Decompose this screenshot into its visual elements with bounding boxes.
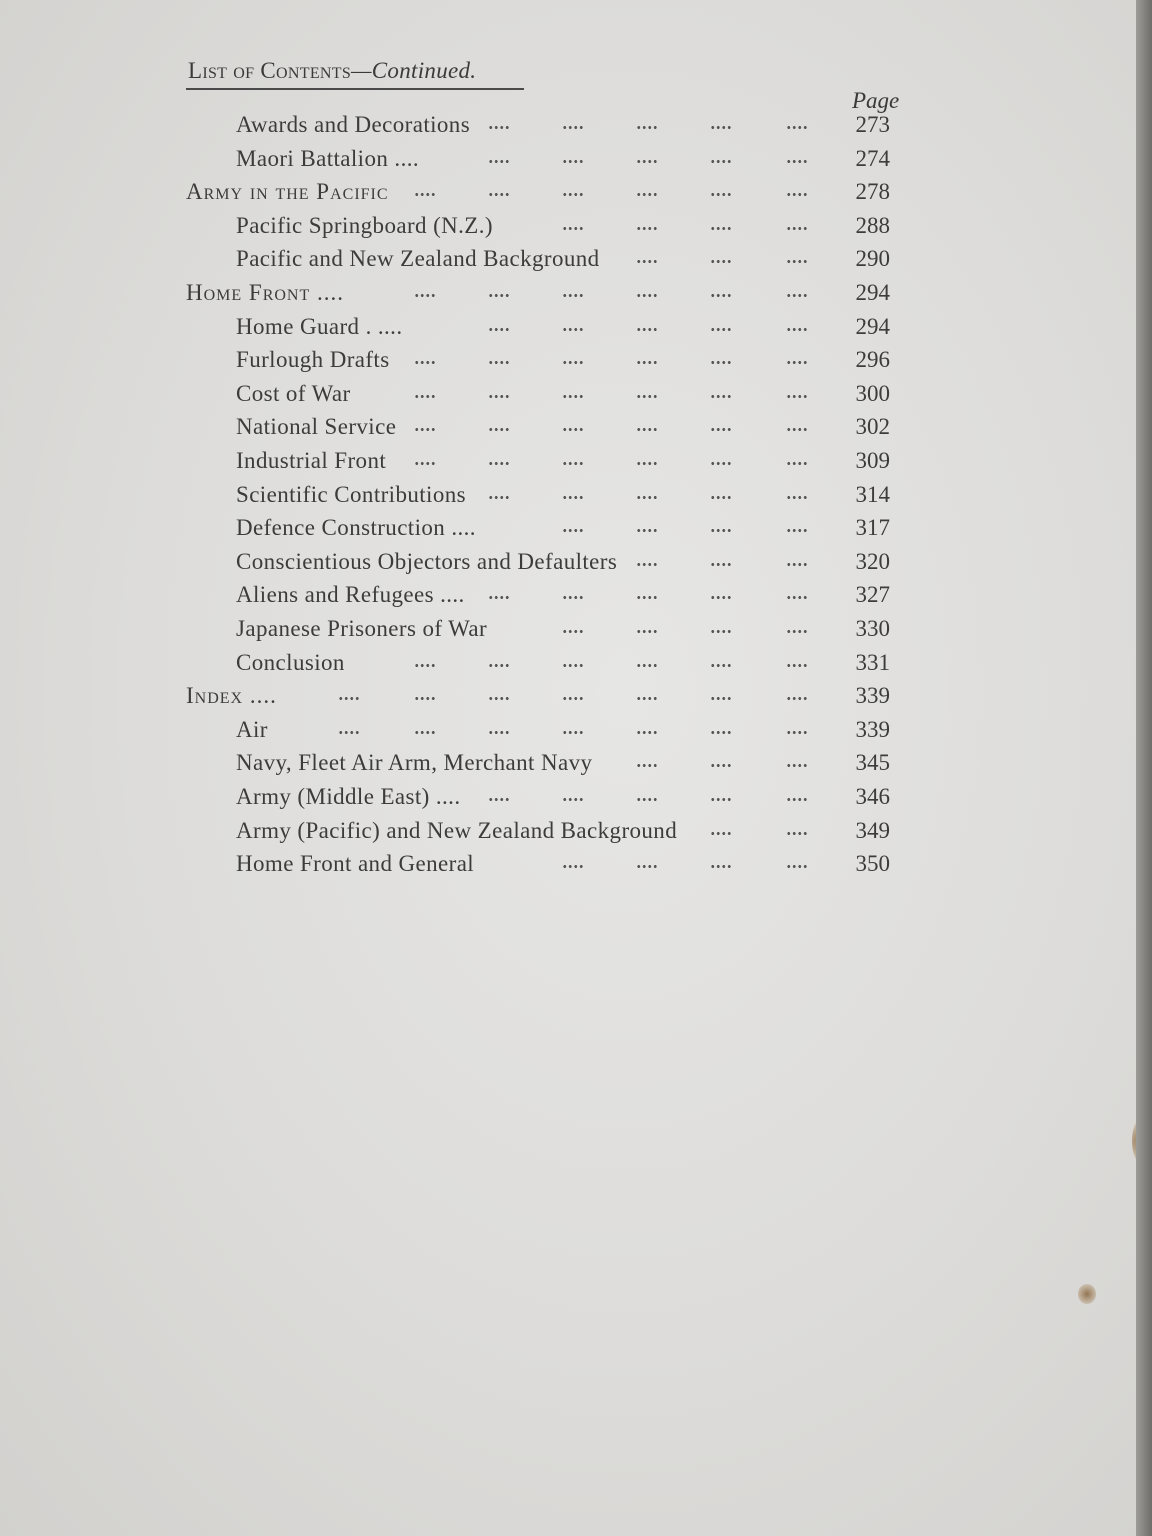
leader-dots (636, 529, 658, 532)
leader-dots (338, 697, 360, 700)
leader-dots (562, 496, 584, 499)
leader-dots (562, 462, 584, 465)
leader-dots (636, 664, 658, 667)
header-continued: —Continued. (351, 58, 477, 83)
leader-dots (562, 227, 584, 230)
foxing-stain (1078, 1284, 1096, 1304)
dot-leader (0, 549, 1136, 581)
leader-dots (338, 731, 360, 734)
leader-dots (710, 832, 732, 835)
leader-dots (710, 462, 732, 465)
toc-entry-row (0, 112, 1136, 144)
leader-dots (488, 496, 510, 499)
toc-entry-title: Conclusion (236, 649, 345, 675)
leader-dots (488, 697, 510, 700)
toc-page-number: 345 (855, 750, 890, 776)
leader-dots (488, 664, 510, 667)
leader-dots (710, 664, 732, 667)
toc-entry-row (0, 717, 1136, 749)
leader-dots (562, 160, 584, 163)
toc-entry-row (0, 818, 1136, 850)
toc-page-number: 290 (855, 246, 890, 272)
dot-leader (0, 414, 1136, 446)
leader-dots (414, 395, 436, 398)
toc-entry-row (0, 549, 1136, 581)
toc-entry-row (0, 750, 1136, 782)
toc-entry-title: Furlough Drafts (236, 347, 390, 373)
toc-entry-title: Maori Battalion .... (236, 145, 420, 171)
toc-entry-row (0, 515, 1136, 547)
leader-dots (562, 529, 584, 532)
toc-page-number: 300 (855, 380, 890, 406)
dot-leader (0, 784, 1136, 816)
leader-dots (562, 798, 584, 801)
leader-dots (710, 529, 732, 532)
dot-leader (0, 582, 1136, 614)
leader-dots (636, 462, 658, 465)
leader-dots (710, 630, 732, 633)
leader-dots (710, 596, 732, 599)
leader-dots (636, 227, 658, 230)
leader-dots (636, 563, 658, 566)
leader-dots (562, 328, 584, 331)
leader-dots (636, 126, 658, 129)
page-edge-shadow (1136, 0, 1152, 1536)
leader-dots (562, 395, 584, 398)
toc-page-number: 320 (855, 548, 890, 574)
toc-entry-row (0, 314, 1136, 346)
toc-entry-row (0, 616, 1136, 648)
leader-dots (488, 126, 510, 129)
dot-leader (0, 112, 1136, 144)
toc-entry-title: Home Front .... (186, 280, 345, 305)
toc-entry-title: Defence Construction .... (236, 515, 476, 541)
toc-entry-row (0, 146, 1136, 178)
leader-dots (710, 160, 732, 163)
leader-dots (710, 260, 732, 263)
leader-dots (488, 428, 510, 431)
toc-page-number: 274 (855, 145, 890, 171)
leader-dots (710, 428, 732, 431)
leader-dots (562, 361, 584, 364)
toc-page-number: 330 (855, 616, 890, 641)
dot-leader (0, 616, 1136, 648)
leader-dots (562, 193, 584, 196)
dot-leader (0, 650, 1136, 682)
toc-page-number: 327 (855, 582, 890, 608)
toc-entry-row (0, 246, 1136, 278)
toc-page-number: 339 (855, 683, 890, 709)
leader-dots (636, 865, 658, 868)
dot-leader (0, 448, 1136, 480)
toc-page-number: 294 (855, 313, 890, 339)
toc-section-row (0, 179, 1136, 211)
leader-dots (710, 361, 732, 364)
leader-dots (636, 798, 658, 801)
toc-entry-title: Navy, Fleet Air Arm, Merchant Navy (236, 750, 593, 776)
dot-leader (0, 818, 1136, 850)
leader-dots (636, 328, 658, 331)
leader-dots (636, 764, 658, 767)
toc-entry-title: Pacific and New Zealand Background (236, 246, 600, 272)
leader-dots (636, 160, 658, 163)
toc-page-number: 278 (855, 179, 890, 205)
leader-dots (562, 731, 584, 734)
dot-leader (0, 381, 1136, 413)
leader-dots (710, 496, 732, 499)
dot-leader (0, 482, 1136, 514)
leader-dots (488, 798, 510, 801)
leader-dots (488, 596, 510, 599)
toc-entry-row (0, 851, 1136, 883)
leader-dots (414, 193, 436, 196)
dot-leader (0, 683, 1136, 715)
toc-entry-row (0, 582, 1136, 614)
toc-entry-title: Pacific Springboard (N.Z.) (236, 212, 493, 238)
toc-section-row (0, 683, 1136, 715)
toc-page-number: 314 (855, 481, 890, 507)
leader-dots (636, 496, 658, 499)
leader-dots (710, 395, 732, 398)
leader-dots (562, 865, 584, 868)
leader-dots (710, 764, 732, 767)
toc-entry-title: Army (Middle East) .... (236, 784, 461, 809)
dot-leader (0, 717, 1136, 749)
leader-dots (636, 260, 658, 263)
leader-dots (710, 294, 732, 297)
leader-dots (414, 428, 436, 431)
leader-dots (710, 865, 732, 868)
toc-entry-title: Home Guard . .... (236, 313, 403, 339)
toc-page-number: 349 (855, 817, 890, 843)
toc-entry-row (0, 482, 1136, 514)
toc-entry-title: Cost of War (236, 380, 351, 406)
leader-dots (562, 630, 584, 633)
leader-dots (414, 697, 436, 700)
leader-dots (636, 395, 658, 398)
toc-page-number: 296 (855, 347, 890, 373)
leader-dots (710, 697, 732, 700)
leader-dots (488, 193, 510, 196)
toc-page-number: 302 (855, 414, 890, 440)
toc-entry-row (0, 448, 1136, 480)
leader-dots (636, 294, 658, 297)
leader-dots (488, 361, 510, 364)
toc-page-number: 331 (855, 649, 890, 675)
toc-entry-row (0, 784, 1136, 816)
toc-entry-title: Scientific Contributions (236, 481, 466, 507)
leader-dots (710, 193, 732, 196)
toc-entry-title: National Service (236, 414, 397, 440)
toc-entry-title: Awards and Decorations (236, 112, 471, 137)
toc-page-number: 288 (855, 212, 890, 238)
dot-leader (0, 280, 1136, 312)
toc-entry-title: Index .... (186, 683, 277, 709)
leader-dots (710, 798, 732, 801)
leader-dots (488, 462, 510, 465)
leader-dots (636, 697, 658, 700)
leader-dots (488, 395, 510, 398)
leader-dots (414, 731, 436, 734)
toc-entry-title: Army in the Pacific (186, 179, 389, 205)
leader-dots (636, 428, 658, 431)
dot-leader (0, 246, 1136, 278)
toc-page-number: 273 (855, 112, 890, 137)
toc-page-number: 294 (855, 280, 890, 305)
leader-dots (710, 731, 732, 734)
leader-dots (414, 462, 436, 465)
leader-dots (562, 596, 584, 599)
toc-entry-row (0, 213, 1136, 245)
leader-dots (562, 294, 584, 297)
toc-entry-title: Home Front and General (236, 851, 475, 877)
leader-dots (562, 664, 584, 667)
dot-leader (0, 179, 1136, 211)
toc-page-number: 339 (855, 716, 890, 742)
dot-leader (0, 347, 1136, 379)
toc-entry-row (0, 650, 1136, 682)
leader-dots (636, 596, 658, 599)
toc-entry-title: Industrial Front (236, 448, 387, 473)
dot-leader (0, 146, 1136, 178)
dot-leader (0, 851, 1136, 883)
toc-entry-row (0, 381, 1136, 413)
leader-dots (636, 361, 658, 364)
leader-dots (562, 126, 584, 129)
toc-entry-title: Japanese Prisoners of War (236, 616, 488, 641)
leader-dots (414, 294, 436, 297)
toc-entry-title: Army (Pacific) and New Zealand Background (236, 817, 678, 843)
leader-dots (710, 126, 732, 129)
dot-leader (0, 750, 1136, 782)
leader-dots (710, 563, 732, 566)
leader-dots (414, 664, 436, 667)
toc-page-number: 346 (855, 784, 890, 809)
leader-dots (710, 328, 732, 331)
toc-section-row (0, 280, 1136, 312)
leader-dots (636, 193, 658, 196)
toc-entry-title: Aliens and Refugees .... (236, 582, 465, 608)
leader-dots (488, 294, 510, 297)
header-list-of-contents: List of Contents (188, 58, 352, 83)
leader-dots (636, 630, 658, 633)
dot-leader (0, 213, 1136, 245)
leader-dots (710, 227, 732, 230)
toc-entry-row (0, 414, 1136, 446)
dot-leader (0, 515, 1136, 547)
dot-leader (0, 314, 1136, 346)
leader-dots (562, 428, 584, 431)
leader-dots (488, 160, 510, 163)
leader-dots (488, 328, 510, 331)
toc-entry-title: Conscientious Objectors and Defaulters (236, 548, 618, 574)
leader-dots (562, 697, 584, 700)
toc-entry-title: Air (236, 716, 268, 742)
leader-dots (636, 731, 658, 734)
leader-dots (488, 731, 510, 734)
leader-dots (414, 361, 436, 364)
toc-page-number: 350 (855, 851, 890, 877)
toc-page-number: 317 (855, 515, 890, 541)
page-column-label: Page (852, 88, 900, 113)
toc-page-number: 309 (855, 448, 890, 473)
toc-entry-row (0, 347, 1136, 379)
